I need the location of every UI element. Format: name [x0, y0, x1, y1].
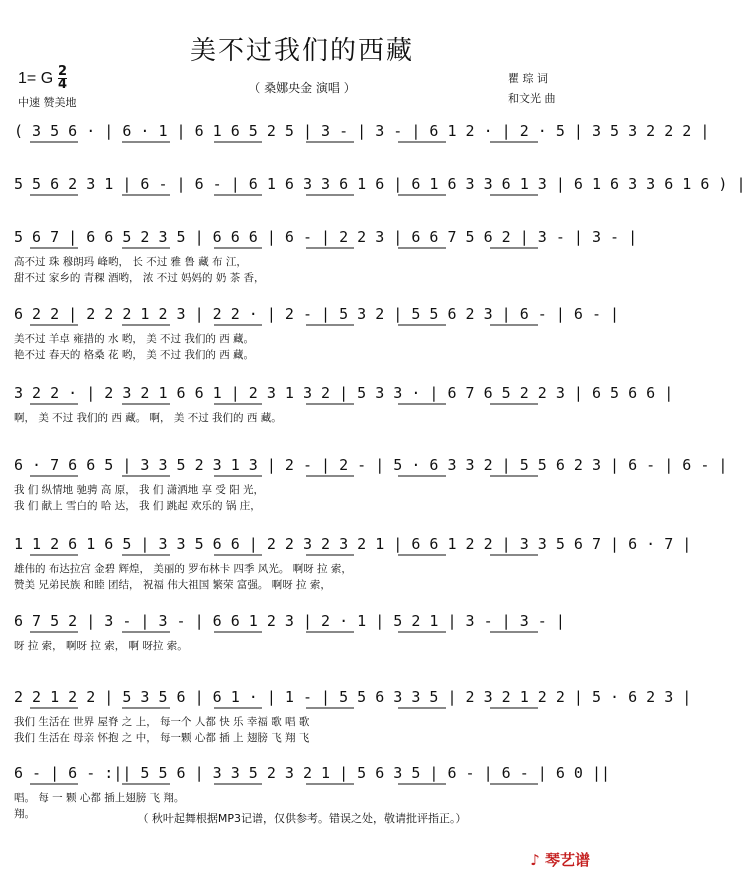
performer: （ 桑娜央金 演唱 ） — [248, 81, 356, 95]
lyric-text: 唱。 每 一 颗 心都 插上翅膀 飞 翔。 — [14, 792, 185, 804]
lyric-text: 我 们 纵情地 驰骋 高 原， 我 们 潇洒地 享 受 阳 光， — [14, 484, 265, 496]
song-title: 美不过我们的西藏 — [189, 36, 414, 66]
lyric-line — [14, 347, 590, 363]
lyric-line — [14, 410, 590, 426]
lyric-text: 呀 拉 索， 啊呀 拉 索， 啊 呀拉 索。 — [14, 640, 188, 652]
notation-row — [14, 122, 710, 144]
transcriber-note: （ 秋叶起舞根据MP3记谱，仅供参考。错误之处，敬请批评指正。） — [137, 812, 467, 825]
lyricist-credit: 瞿 琮 词 — [508, 72, 548, 85]
brand-name: 琴艺谱 — [544, 851, 590, 869]
lyric-line — [14, 790, 590, 806]
time-signature-bottom: 4 — [58, 77, 68, 92]
lyric-text: 雄伟的 布达拉宫 金碧 辉煌， 美丽的 罗布林卡 四季 风光。 啊呀 拉 索， — [14, 563, 352, 575]
brand-logo — [530, 849, 590, 870]
lyric-line — [14, 254, 590, 270]
lyric-text: 我 们 献上 雪白的 哈 达， 我 们 跳起 欢乐的 锅 庄， — [14, 500, 261, 512]
notation-text: 5 6 7 | 6 6 5 2 3 5 | 6 6 6 | 6 - | 2 2 3 | 6 6 7 5 6 2 | 3 - | 3 - | — [14, 228, 638, 246]
notation-text: 6 - | 6 - :|| 5 5 6 | 3 3 5 2 3 2 1 | 5 6 3 5 | 6 - | 6 - | 6 0 || — [14, 764, 611, 782]
notation-row — [14, 228, 638, 250]
lyric-text: 艳不过 春天的 格桑 花 哟， 美 不过 我们的 西 藏。 — [14, 349, 255, 361]
lyric-line — [14, 498, 590, 514]
lyric-line — [14, 561, 590, 577]
lyric-line — [14, 482, 590, 498]
notation-row — [14, 688, 692, 710]
notation-row — [14, 764, 611, 786]
time-signature-top: 2 — [58, 64, 68, 79]
notation-row — [14, 384, 674, 406]
notation-row — [14, 456, 728, 478]
lyric-text: 甜不过 家乡的 青稞 酒哟， 浓 不过 妈妈的 奶 茶 香， — [14, 272, 265, 284]
notation-text: ( 3 5 6 · | 6 · 1 | 6 1 6 5 2 5 | 3 - | 3 - | 6 1 2 · | 2 · 5 | 3 5 3 2 2 2 | — [14, 122, 710, 140]
lyric-line — [14, 714, 590, 730]
notation-row — [14, 535, 692, 557]
tempo-marking: 中速 赞美地 — [18, 96, 77, 109]
lyric-text: 我们 生活在 世界 屋脊 之 上， 每一个 人都 快 乐 幸福 歌 唱 歌 — [14, 716, 310, 728]
key-signature: 1= G — [18, 70, 54, 87]
lyric-text: 美不过 羊卓 雍措的 水 哟， 美 不过 我们的 西 藏。 — [14, 333, 255, 345]
composer-credit: 和文光 曲 — [508, 92, 556, 105]
notation-text: 6 2 2 | 2 2 2 1 2 3 | 2 2 · | 2 - | 5 3 2 | 5 5 6 2 3 | 6 - | 6 - | — [14, 305, 620, 323]
lyric-text: 高不过 珠 穆朗玛 峰哟， 长 不过 雅 鲁 藏 布 江， — [14, 256, 247, 268]
lyric-text: 啊， 美 不过 我们的 西 藏。 啊， 美 不过 我们的 西 藏。 — [14, 412, 282, 424]
lyric-text: 赞美 兄弟民族 和睦 团结， 祝福 伟大祖国 繁荣 富强。 啊呀 拉 索， — [14, 579, 331, 591]
lyric-line — [14, 331, 590, 347]
lyric-line — [14, 577, 590, 593]
lyric-text: 我们 生活在 母亲 怀抱 之 中， 每一颗 心都 插 上 翅膀 飞 翔 飞 — [14, 732, 310, 744]
notation-text: 5 5 6 2 3 1 | 6 - | 6 - | 6 1 6 3 3 6 1 6 | 6 1 6 3 3 6 1 3 | 6 1 6 3 3 6 1 6 ) | — [14, 175, 746, 193]
notation-text: 2 2 1 2 2 | 5 3 5 6 | 6 1 · | 1 - | 5 5 6 3 3 5 | 2 3 2 1 2 2 | 5 · 6 2 3 | — [14, 688, 692, 706]
notation-row — [14, 175, 746, 197]
notation-text: 6 7 5 2 | 3 - | 3 - | 6 6 1 2 3 | 2 · 1 | 5 2 1 | 3 - | 3 - | — [14, 612, 565, 630]
notation-row — [14, 305, 620, 327]
notation-row — [14, 612, 590, 634]
notation-text: 3 2 2 · | 2 3 2 1 6 6 1 | 2 3 1 3 2 | 5 3 3 · | 6 7 6 5 2 2 3 | 6 5 6 6 | — [14, 384, 674, 402]
lyric-line — [14, 270, 590, 286]
notation-text: 6 · 7 6 6 5 | 3 3 5 2 3 1 3 | 2 - | 2 - | 5 · 6 3 3 2 | 5 5 6 2 3 | 6 - | 6 - | — [14, 456, 728, 474]
notation-text: 1 1 2 6 1 6 5 | 3 3 5 6 6 | 2 2 3 2 3 2 1 | 6 6 1 2 2 | 3 3 5 6 7 | 6 · 7 | — [14, 535, 692, 553]
lyric-line — [14, 730, 590, 746]
brand-icon: ♪ — [530, 851, 545, 869]
lyric-line — [14, 638, 590, 654]
lyric-text: 翔。 — [14, 808, 35, 820]
